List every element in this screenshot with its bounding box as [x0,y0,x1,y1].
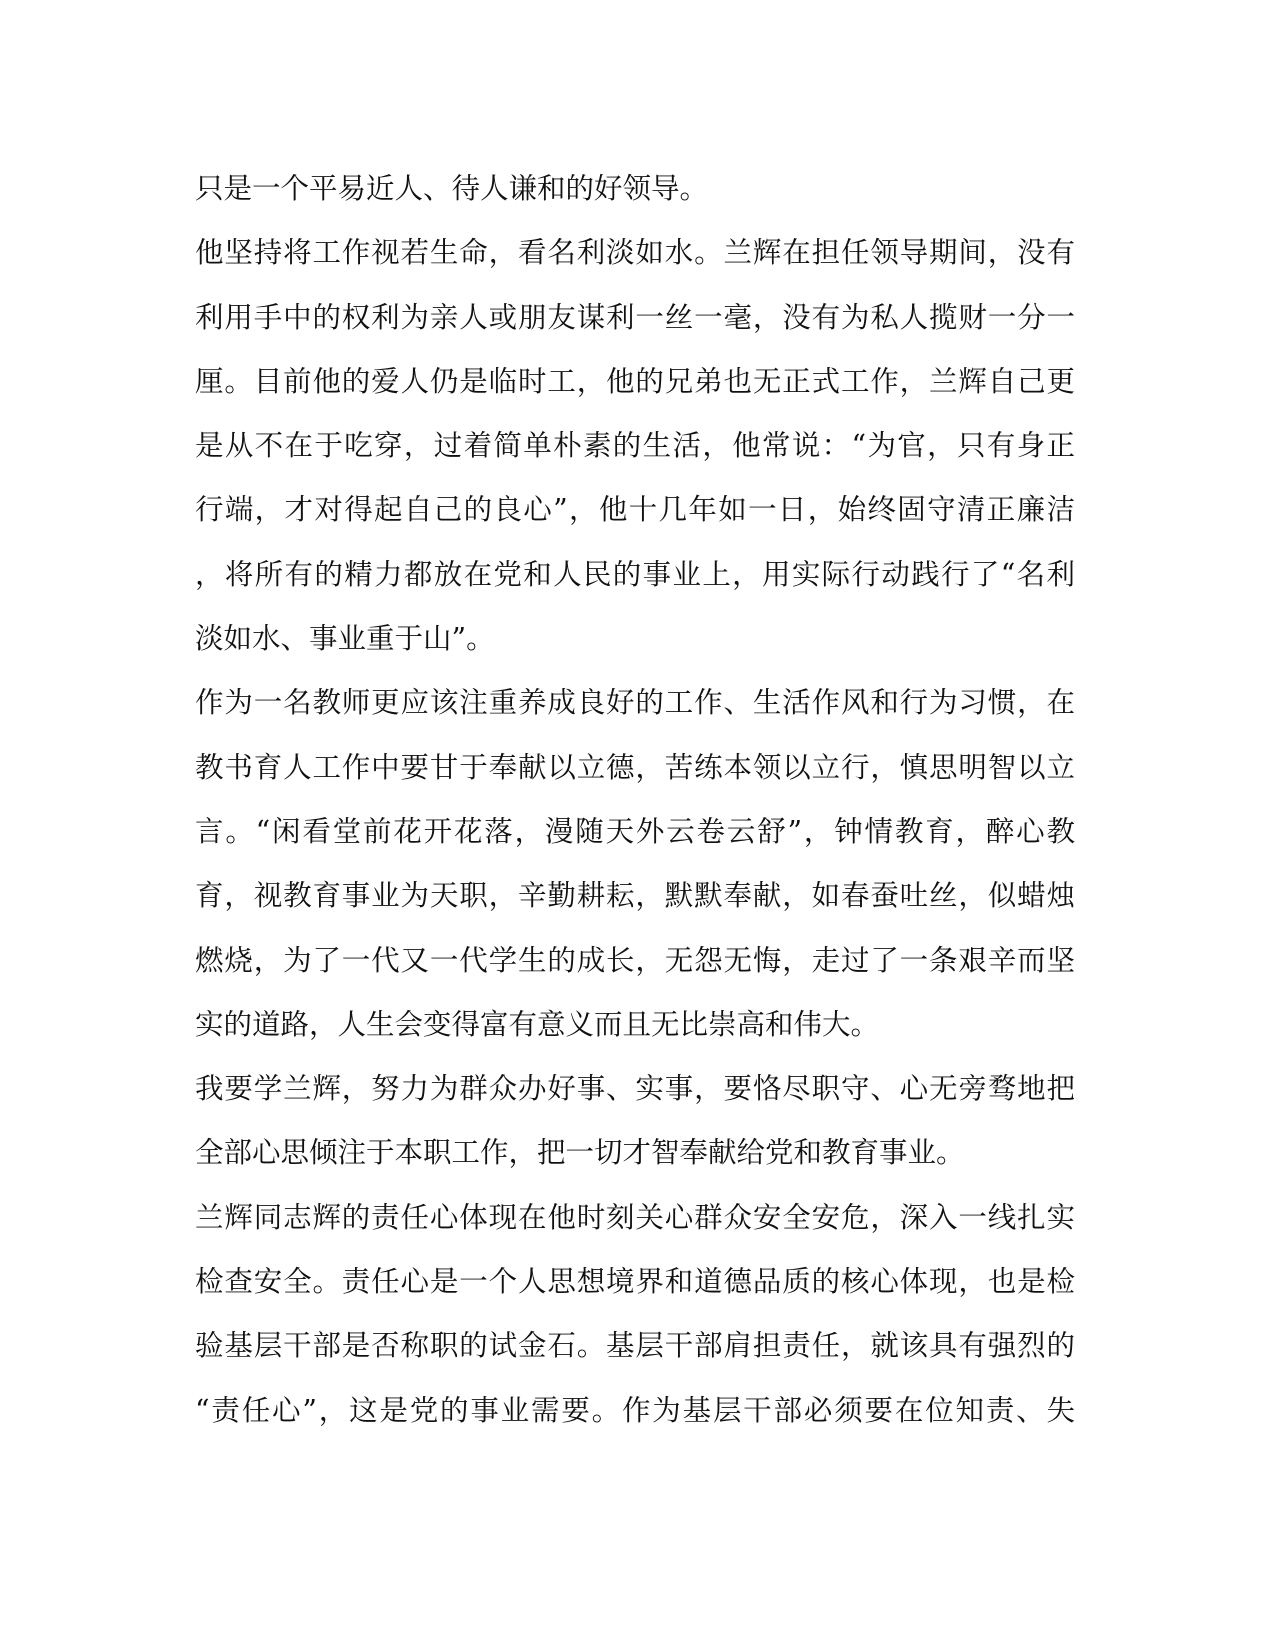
text-line: 我要学兰辉，努力为群众办好事、实事，要恪尽职守、心无旁骛地把 [195,1072,1075,1106]
text-line: 燃烧，为了一代又一代学生的成长，无怨无悔，走过了一条艰辛而坚 [195,943,1075,977]
text-line: “责任心”，这是党的事业需要。作为基层干部必须要在位知责、失 [195,1393,1075,1427]
text-line: ，将所有的精力都放在党和人民的事业上，用实际行动践行了“名利 [195,557,1075,591]
text-line: 教书育人工作中要甘于奉献以立德，苦练本领以立行，慎思明智以立 [195,750,1075,784]
text-line: 利用手中的权利为亲人或朋友谋利一丝一毫，没有为私人揽财一分一 [195,300,1075,334]
text-line: 实的道路，人生会变得富有意义而且无比崇高和伟大。 [195,1007,880,1041]
text-line: 育，视教育事业为天职，辛勤耕耘，默默奉献，如春蚕吐丝，似蜡烛 [195,879,1075,913]
body-text [195,157,1075,1443]
text-line: 淡如水、事业重于山”。 [195,622,495,656]
text-line: 作为一名教师更应该注重养成良好的工作、生活作风和行为习惯，在 [195,686,1075,720]
text-line: 言。“闲看堂前花开花落，漫随天外云卷云舒”，钟情教育，醉心教 [195,814,1075,848]
text-line: 是从不在于吃穿，过着简单朴素的生活，他常说：“为官，只有身正 [195,429,1075,463]
text-line: 行端，才对得起自己的良心”，他十几年如一日，始终固守清正廉洁 [195,493,1075,527]
text-line: 验基层干部是否称职的试金石。基层干部肩担责任，就该具有强烈的 [195,1329,1075,1363]
text-line: 检查安全。责任心是一个人思想境界和道德品质的核心体现，也是检 [195,1265,1075,1299]
text-line: 厘。目前他的爱人仍是临时工，他的兄弟也无正式工作，兰辉自己更 [195,364,1075,398]
text-line: 兰辉同志辉的责任心体现在他时刻关心群众安全安危，深入一线扎实 [195,1200,1075,1234]
text-line: 他坚持将工作视若生命，看名利淡如水。兰辉在担任领导期间，没有 [195,236,1075,270]
text-line: 全部心思倾注于本职工作，把一切才智奉献给党和教育事业。 [195,1136,965,1170]
text-line: 只是一个平易近人、待人谦和的好领导。 [195,172,709,205]
